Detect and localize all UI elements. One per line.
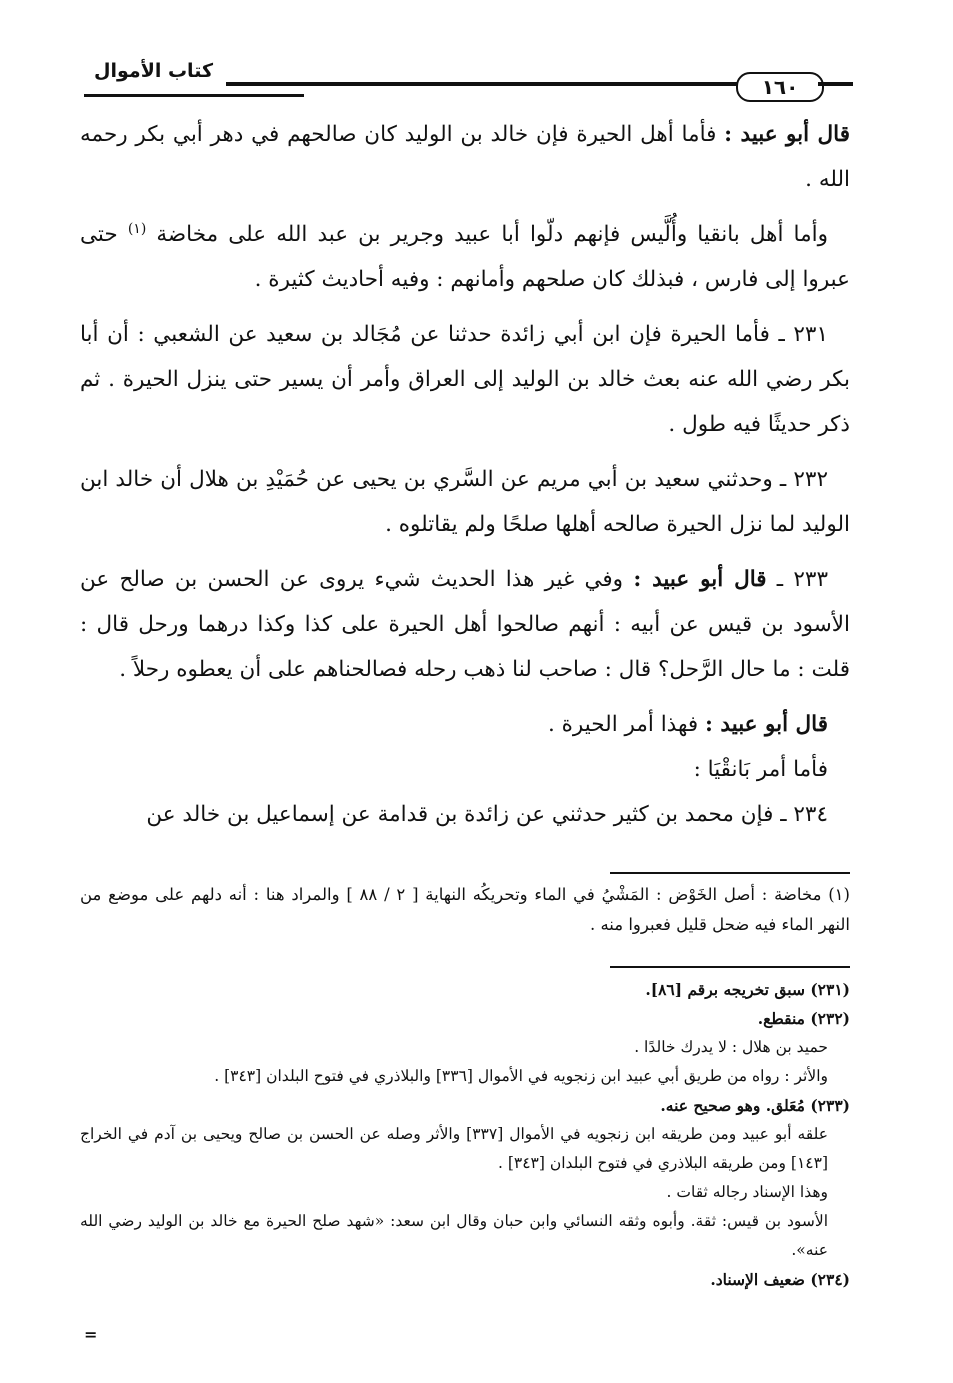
paragraph-text: ٢٣١ ـ فأما الحيرة فإن ابن أبي زائدة حدثنا عن مُجَالد بن سعيد عن الشعبي : أن أبا بكر رضي الله عنه بعث خالد بن الوليد إلى العراق وأمر أن يسير حتى ينزل الحيرة . ثم ذكر حديثًا فيه طول . (80, 322, 850, 437)
main-text (80, 112, 850, 847)
paragraph-234 (80, 792, 850, 837)
book-title: كتاب الأموال (94, 60, 213, 82)
paragraph-text-continued: حتى عبروا إلى فارس ، فبذلك كان صلحهم وأمانهم : وفيه أحاديث كثيرة . (80, 222, 850, 292)
note-231: (٢٣١) سبق تخريجه برقم [٨٦]. (645, 980, 850, 999)
paragraph-text: ٢٣٤ ـ فإن محمد بن كثير حدثني عن زائدة بن قدامة عن إسماعيل بن خالد عن (146, 802, 828, 827)
footnote-reference: (١) (127, 220, 147, 237)
paragraph-231 (80, 312, 850, 447)
footnote-1 (80, 880, 850, 940)
note-232-detail-2: والأثر : رواه من طريق أبي عبيد ابن زنجويه في الأموال [٣٣٦] والبلاذري في فتوح البلدان [٣٤٣] . (214, 1067, 828, 1085)
note-233: (٢٣٣) مُعَلق. وهو صحيح عنه. (660, 1096, 850, 1115)
paragraph-2 (80, 212, 850, 302)
note-233-detail-3: الأسود بن قيس: ثقة. وأبوه وثقه النسائي وابن حبان وقال ابن سعد: «شهد صلح الحيرة مع خالد بن الوليد رضي الله عنه». (80, 1212, 828, 1259)
note-233-detail-1: علقه أبو عبيد ومن طريقه ابن زنجويه في الأموال [٣٣٧] والأثر وصله عن الحسن بن صالح ويحيى بن آدم في الخراج [١٤٣] ومن طريقه البلاذري في فتوح البلدان [٣٤٣] . (80, 1125, 828, 1172)
header-rule-left (84, 94, 304, 97)
paragraph-text: فأما أهل الحيرة فإن خالد بن الوليد كان صالحهم في دهر أبي بكر رحمه الله . (80, 122, 850, 192)
paragraph-summary (80, 702, 850, 747)
paragraph-text: فهذا أمر الحيرة . (548, 712, 705, 737)
notes-rule (610, 966, 850, 968)
speaker-label: قال أبو عبيد : (633, 567, 767, 592)
header-rule-main (226, 82, 738, 86)
note-232: (٢٣٢) منقطع. (757, 1009, 850, 1028)
paragraph-text: وأما أهل بانقيا وأُلَّيس فإنهم دلّوا أبا عبيد وجرير بن عبد الله على مخاضة (156, 222, 828, 247)
takhrij-notes (80, 975, 850, 1294)
paragraph-text: وفي غير هذا الحديث شيء يروى عن الحسن بن صالح عن الأسود بن قيس عن أبيه : أنهم صالحوا أهل الحيرة على كذا وكذا درهما ورحل قال : قلت : ما حال الرَّحل؟ قال : صاحب لنا ذهب رحله فصالحناهم على أن يعطوه رحلاً . (80, 567, 850, 682)
note-233-detail-2: وهذا الإسناد رجاله ثقات . (666, 1183, 828, 1201)
paragraph-subheading (80, 747, 850, 792)
speaker-label: قال أبو عبيد : (724, 122, 850, 147)
paragraph-number: ٢٣٣ ـ (766, 567, 828, 592)
paragraph-233 (80, 557, 850, 692)
header-rule-right (818, 82, 853, 86)
speaker-label: قال أبو عبيد : (705, 712, 828, 737)
paragraph-232 (80, 457, 850, 547)
page-number: ١٦٠ (736, 72, 824, 102)
continuation-mark: = (84, 1325, 98, 1344)
paragraph-text: فأما أمر بَانقْيَا : (693, 757, 828, 782)
footnote-text: (١) مخاضة : أصل الخَوْض : المَشْيُ في الماء وتحريكُه النهاية [ ٢ / ٨٨ ] والمراد هنا : أنه دلهم على موضع من النهر الماء فيه ضحل قليل فعبروا منه . (80, 885, 850, 934)
paragraph-1 (80, 112, 850, 202)
paragraph-text: ٢٣٢ ـ وحدثني سعيد بن أبي مريم عن السَّري بن يحيى عن حُمَيْدِ بن هلال أن خالد ابن الوليد لما نزل الحيرة صالحه أهلها صلحًا ولم يقاتلوه . (80, 467, 850, 537)
footnote-rule (610, 872, 850, 874)
note-234: (٢٣٤) ضعيف الإسناد. (710, 1270, 850, 1289)
note-232-detail-1: حميد بن هلال : لا يدرك خالدًا . (634, 1038, 828, 1056)
page-header (78, 58, 853, 102)
